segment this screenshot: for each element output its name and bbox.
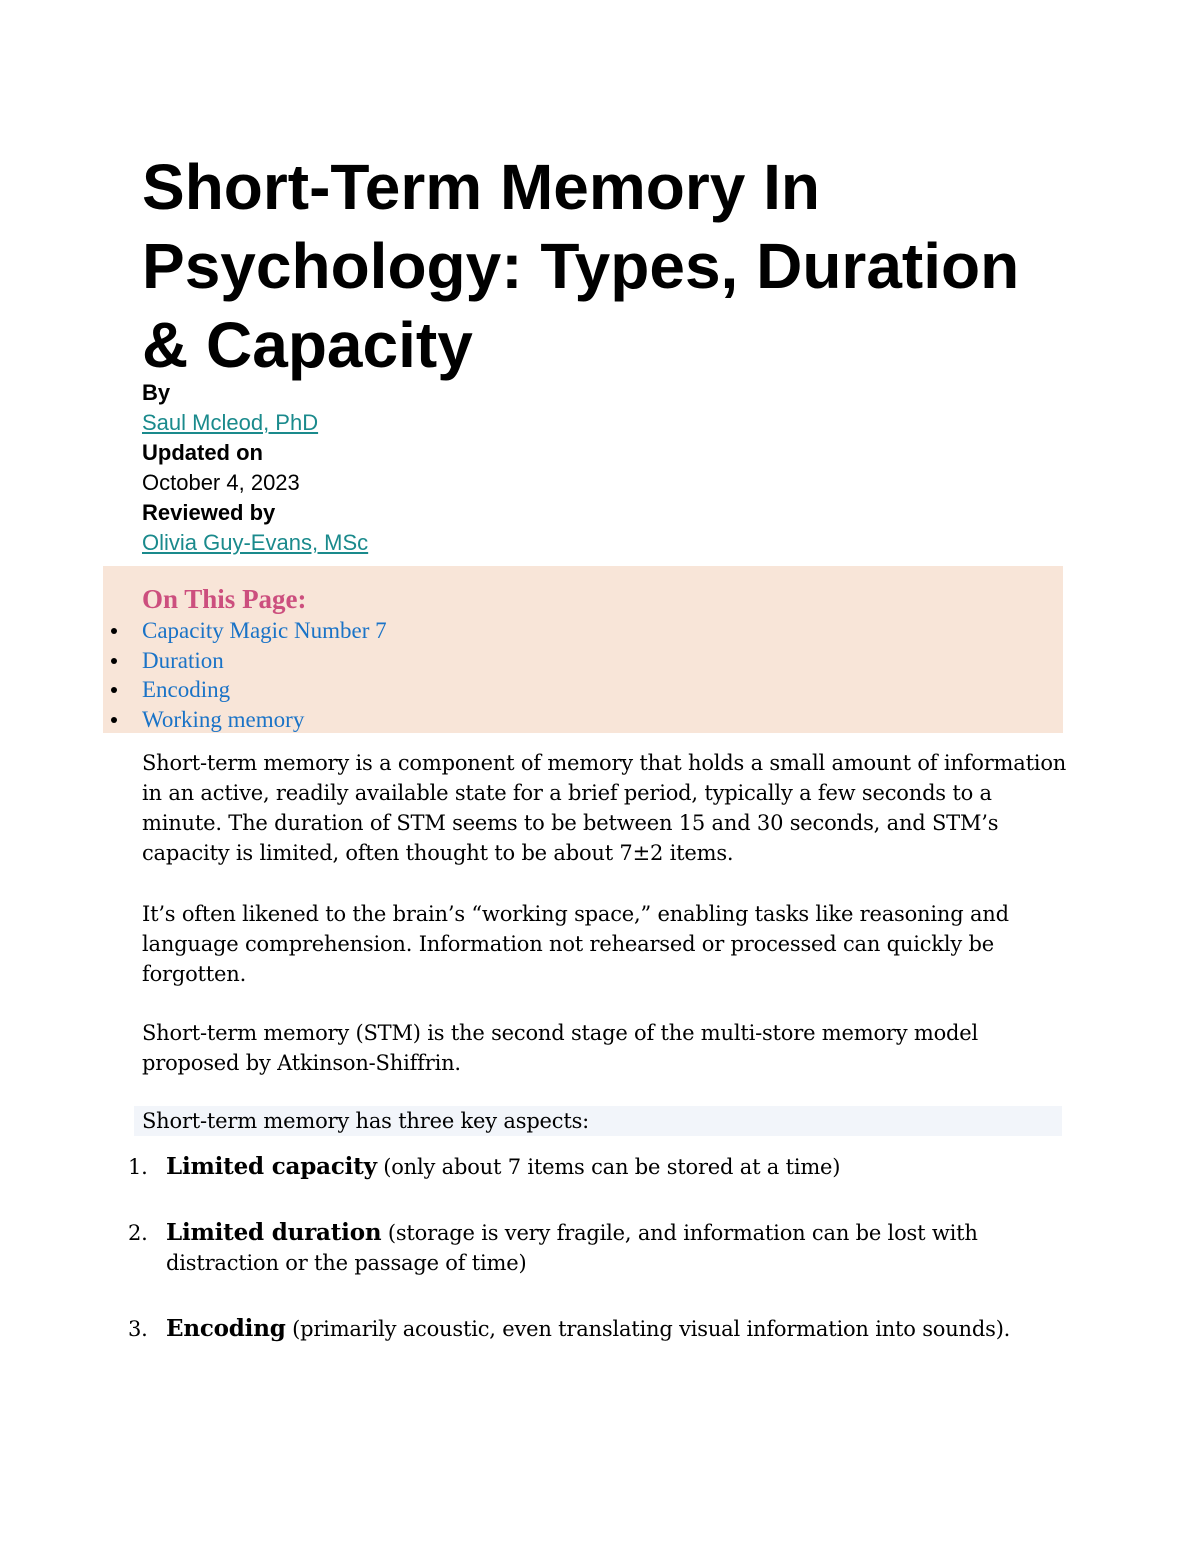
list-number: 3. xyxy=(128,1317,148,1341)
updated-date: October 4, 2023 xyxy=(142,470,300,495)
toc-link-duration[interactable]: Duration xyxy=(142,647,224,673)
working-space-paragraph: It’s often likened to the brain’s “working space,” enabling tasks like reasoning and language comprehension. Information not rehearsed or processed can quickly be forgotten. xyxy=(142,902,1009,986)
key-aspects-list xyxy=(128,1152,1068,1380)
aspect-description: (only about 7 items can be stored at a time) xyxy=(376,1155,841,1179)
toc-link-capacity[interactable]: Capacity Magic Number 7 xyxy=(142,618,387,643)
reviewed-label: Reviewed by xyxy=(142,500,276,525)
aspect-item-duration xyxy=(128,1218,1068,1278)
bullet-icon xyxy=(111,717,117,723)
reviewer-link[interactable]: Olivia Guy-Evans, MSc xyxy=(142,530,369,555)
list-number: 2. xyxy=(128,1221,148,1245)
list-number: 1. xyxy=(128,1155,148,1179)
by-label: By xyxy=(142,380,171,405)
key-aspects-intro: Short-term memory has three key aspects: xyxy=(142,1109,590,1133)
article-meta xyxy=(142,378,368,558)
page-title: Short-Term Memory In Psychology: Types, Duration & Capacity xyxy=(142,151,1020,381)
bullet-icon xyxy=(111,658,117,664)
aspect-description: (storage is very fragile, and information can be lost with distraction or the passage of time) xyxy=(166,1221,978,1275)
toc-heading: On This Page: xyxy=(142,584,307,614)
aspect-term: Limited capacity xyxy=(166,1153,377,1180)
toc-link-encoding[interactable]: Encoding xyxy=(142,677,231,702)
updated-label: Updated on xyxy=(142,440,263,465)
aspect-item-encoding xyxy=(128,1314,1068,1344)
bullet-icon xyxy=(111,628,117,634)
bullet-icon xyxy=(111,687,117,693)
aspect-description: (primarily acoustic, even translating visual information into sounds). xyxy=(285,1317,1011,1341)
multi-store-paragraph: Short-term memory (STM) is the second stage of the multi-store memory model proposed by Atkinson-Shiffrin. xyxy=(142,1021,979,1075)
aspect-term: Limited duration xyxy=(166,1219,382,1246)
author-link[interactable]: Saul Mcleod, PhD xyxy=(142,410,319,435)
aspect-item-capacity xyxy=(128,1152,1068,1182)
intro-paragraph: Short-term memory is a component of memory that holds a small amount of information in an active, readily available state for a brief period, typically a few seconds to a minute. The duration of STM seems to be between 15 and 30 seconds, and STM’s capacity is limited, often thought to be about 7±2 items. xyxy=(142,751,1067,865)
aspect-term: Encoding xyxy=(166,1315,286,1342)
toc-link-working-memory[interactable]: Working memory xyxy=(142,706,305,732)
